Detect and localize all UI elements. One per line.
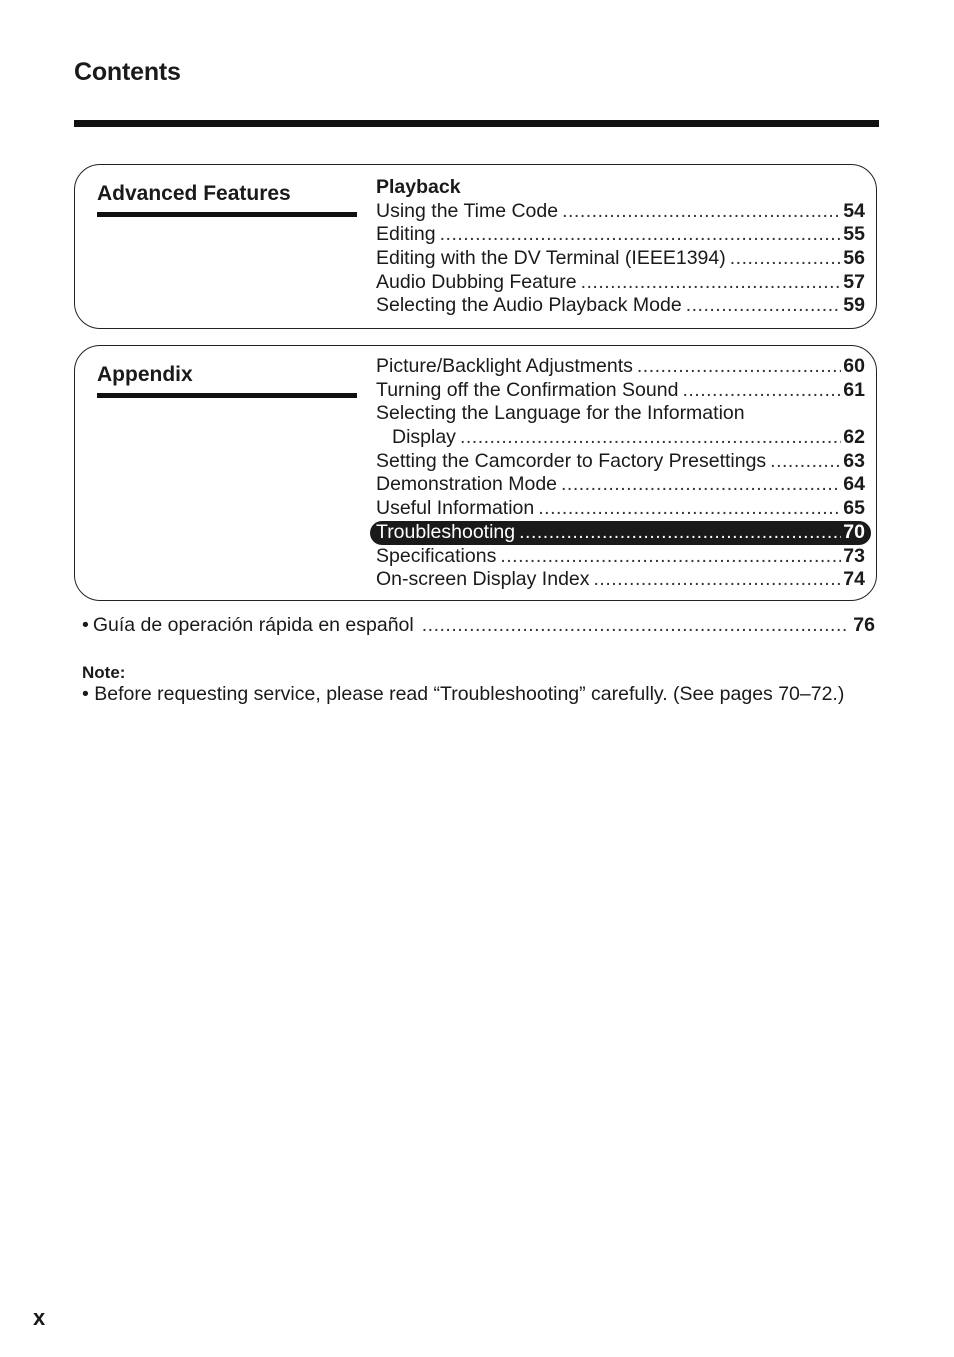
note-title: Note: (82, 663, 126, 682)
toc-list (376, 176, 865, 318)
toc-entry-page: 74 (843, 568, 865, 591)
toc-entry-label: Setting the Camcorder to Factory Presettings (376, 449, 767, 472)
toc-entry[interactable] (376, 200, 865, 224)
dot-leader (460, 426, 841, 450)
toc-entry-page: 62 (843, 426, 865, 449)
toc-entry-wrapped-line[interactable] (376, 402, 865, 426)
dot-leader (519, 521, 841, 545)
section-advanced-features (74, 164, 877, 329)
dot-leader (594, 568, 842, 592)
toc-entry-label: Troubleshooting (376, 520, 516, 543)
toc-entry-page: 70 (843, 520, 865, 543)
toc-entry-label: Turning off the Confirmation Sound (376, 378, 679, 401)
toc-entry-label: Selecting the Language for the Information (376, 402, 745, 425)
subheading-playback: Playback (376, 176, 461, 198)
toc-entry[interactable] (376, 450, 865, 474)
dot-leader (440, 223, 842, 247)
toc-entry[interactable] (376, 568, 865, 592)
dot-leader (561, 473, 841, 497)
toc-entry-label: Useful Information (376, 497, 535, 520)
toc-entry-label: Editing with the DV Terminal (IEEE1394) (376, 247, 726, 270)
toc-entry-label: Picture/Backlight Adjustments (376, 355, 633, 377)
toc-entry-page: 65 (843, 497, 865, 520)
toc-entry-highlighted[interactable] (370, 521, 871, 545)
toc-entry-page: 64 (843, 473, 865, 496)
page-title: Contents (74, 58, 181, 86)
toc-entry-page: 76 (853, 614, 875, 636)
toc-entry-spanish-guide[interactable] (82, 614, 875, 637)
dot-leader (730, 247, 842, 271)
section-heading: Appendix (97, 363, 357, 398)
toc-entry-page: 57 (843, 270, 865, 293)
dot-leader (500, 545, 841, 569)
page-number: x (33, 1305, 46, 1330)
dot-leader (637, 355, 841, 379)
toc-entry-label: Selecting the Audio Playback Mode (376, 294, 682, 317)
toc-entry-label: Demonstration Mode (376, 473, 558, 496)
note-text: • Before requesting service, please read “Troubleshooting” carefully. (See pages 70–72.) (82, 683, 845, 705)
dot-leader (538, 497, 841, 521)
dot-leader (770, 450, 841, 474)
toc-entry-label: Specifications (376, 544, 497, 567)
dot-leader (682, 379, 841, 403)
dot-leader (562, 200, 841, 224)
section-appendix (74, 345, 877, 601)
dot-leader (581, 271, 842, 295)
bullet: • (82, 614, 89, 636)
toc-entry[interactable] (376, 247, 865, 271)
toc-entry-page: 63 (843, 449, 865, 472)
section-heading: Advanced Features (97, 182, 357, 217)
toc-entry[interactable] (376, 497, 865, 521)
toc-entry-page: 55 (843, 223, 865, 246)
title-divider (74, 120, 879, 127)
toc-entry[interactable] (376, 379, 865, 403)
toc-entry-page: 73 (843, 544, 865, 567)
toc-entry[interactable] (376, 426, 865, 450)
toc-entry[interactable] (376, 545, 865, 569)
toc-entry[interactable] (376, 294, 865, 318)
toc-entry[interactable] (376, 271, 865, 295)
toc-entry[interactable] (376, 473, 865, 497)
toc-entry-page: 61 (843, 378, 865, 401)
toc-entry-label: Guía de operación rápida en español (92, 614, 414, 636)
dot-leader (686, 294, 842, 318)
dot-leader (422, 614, 850, 637)
toc-entry[interactable] (376, 223, 865, 247)
toc-entry-label: Editing (376, 223, 436, 246)
toc-list (376, 355, 865, 592)
toc-entry-label: Display (392, 426, 456, 449)
toc-entry[interactable] (376, 355, 865, 379)
toc-entry-label: Using the Time Code (376, 199, 559, 222)
toc-entry-page: 60 (843, 355, 865, 377)
toc-entry-label: On-screen Display Index (376, 568, 590, 591)
toc-entry-label: Audio Dubbing Feature (376, 270, 577, 293)
toc-entry-page: 54 (843, 199, 865, 222)
toc-entry-page: 59 (843, 294, 865, 317)
toc-entry-page: 56 (843, 247, 865, 270)
